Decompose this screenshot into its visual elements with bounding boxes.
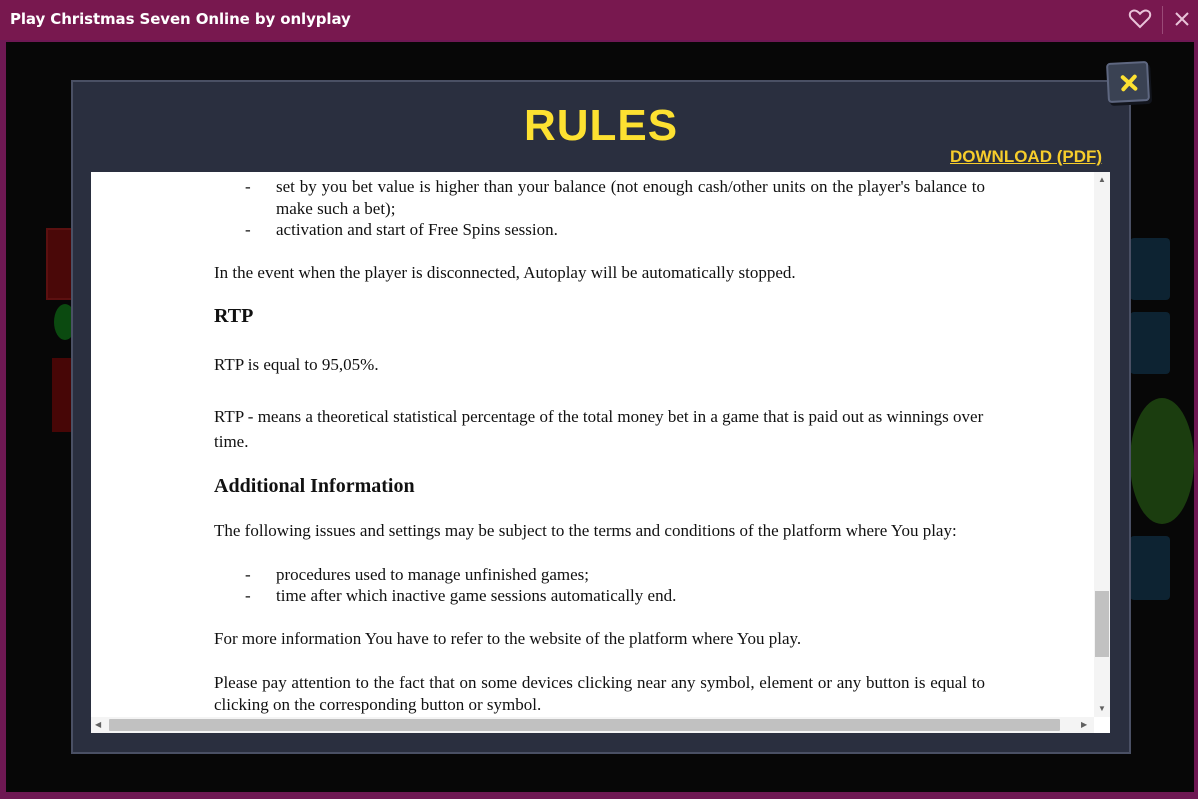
bullet-text: procedures used to manage unfinished games; [276, 565, 589, 584]
heart-icon[interactable] [1128, 8, 1152, 30]
rtp-heading: RTP [214, 305, 254, 327]
game-spin-button [1130, 398, 1194, 524]
bullet-text: set by you bet value is higher than your balance (not enough cash/other units on the player's balance to make such a bet); [276, 177, 985, 218]
close-rules-button[interactable] [1106, 61, 1150, 103]
rtp-definition [214, 404, 985, 454]
additional-info-heading: Additional Information [214, 475, 415, 497]
bullet-dash: - [245, 220, 251, 239]
bullet-text: time after which inactive game sessions automatically end. [276, 586, 677, 605]
scroll-right-arrow-icon[interactable]: ▶ [1081, 720, 1088, 729]
rtp-definition-text: means a theoretical statistical percentage of the total money bet in a game that is paid out as winnings over time. [214, 407, 984, 451]
window-title: Play Christmas Seven Online by onlyplay [10, 10, 351, 28]
horizontal-scroll-thumb[interactable] [109, 719, 1060, 731]
autoplay-note: In the event when the player is disconnected, Autoplay will be automatically stopped. [214, 263, 796, 282]
rtp-value-text: RTP is equal to 95,05%. [214, 355, 379, 374]
attention-text: Please pay attention to the fact that on some devices clicking near any symbol, element or any button is equal to clicking on the corresponding button or symbol. [214, 673, 985, 714]
download-pdf-link[interactable]: DOWNLOAD (PDF) [950, 147, 1103, 166]
game-max-bet-button [1130, 536, 1170, 600]
game-autoplay-button [1130, 312, 1170, 374]
vertical-scroll-thumb[interactable] [1095, 591, 1109, 657]
rules-title: RULES [523, 101, 679, 150]
bullet-dash: - [245, 586, 251, 605]
bullet-dash: - [245, 177, 251, 196]
window-titlebar [0, 0, 1198, 40]
rules-document[interactable] [91, 172, 1110, 733]
titlebar-divider [1162, 6, 1163, 34]
bullet-dash: - [245, 565, 251, 584]
rtp-definition-term: RTP - [214, 407, 254, 426]
scroll-left-arrow-icon[interactable]: ◀ [95, 720, 102, 729]
close-icon[interactable] [1171, 8, 1193, 30]
game-sound-button [1130, 238, 1170, 300]
additional-info-intro: The following issues and settings may be subject to the terms and conditions of the platform where You play: [214, 521, 957, 540]
scroll-up-arrow-icon[interactable]: ▲ [1098, 175, 1106, 184]
game-reel-decoration [46, 228, 74, 300]
scroll-down-arrow-icon[interactable]: ▼ [1098, 704, 1106, 713]
bullet-text: activation and start of Free Spins session. [276, 220, 558, 239]
more-info-text: For more information You have to refer to the website of the platform where You play. [214, 629, 802, 648]
